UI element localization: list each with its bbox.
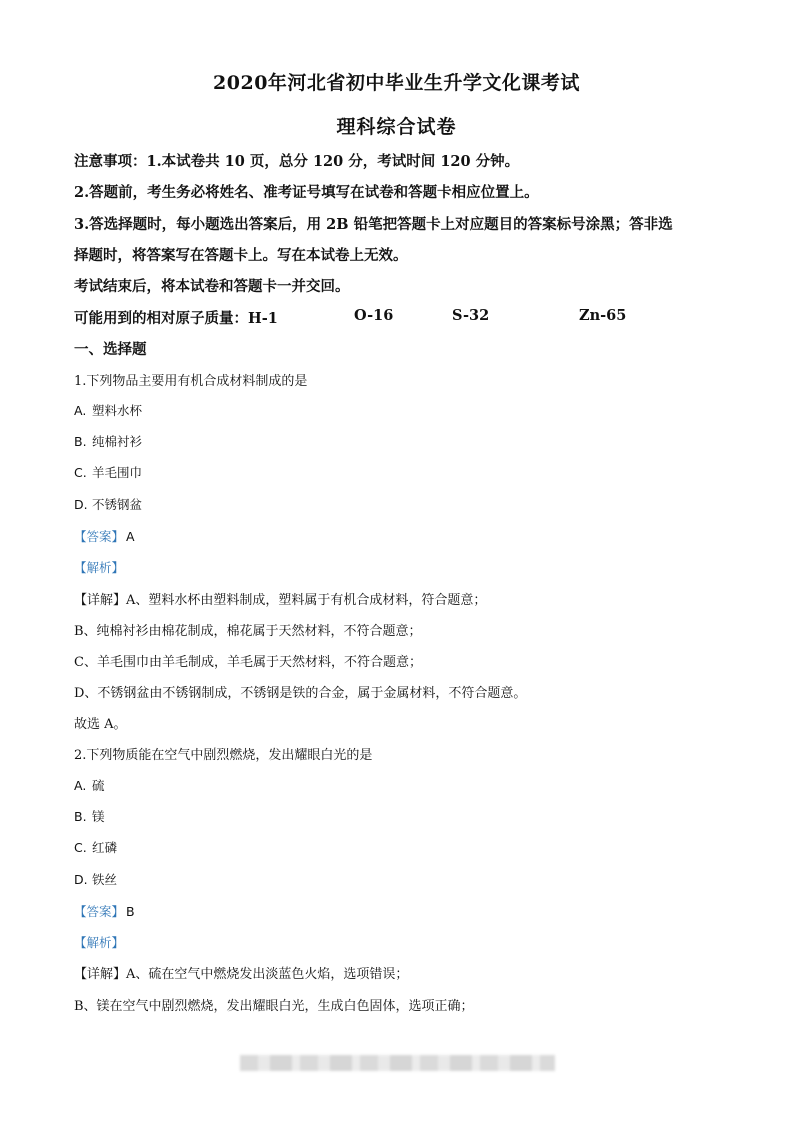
- conclusion-line: 故选 A。: [74, 717, 127, 732]
- note-line: 考试结束后，将本试卷和答题卡一并交回。: [74, 278, 350, 295]
- answer-tag: 【答案】: [74, 529, 125, 544]
- atomic-mass-s: S-32: [452, 307, 490, 324]
- option-d: [74, 870, 117, 888]
- option-letter: C.: [74, 840, 87, 855]
- analysis-tag: 【解析】: [74, 935, 125, 950]
- answer-row: [74, 901, 135, 920]
- section-heading: 一、选择题: [74, 341, 147, 358]
- note-line: 注意事项：1.本试卷共 10 页，总分 120 分，考试时间 120 分钟。: [74, 153, 520, 170]
- note-line: 择题时，将答案写在答题卡上。写在本试卷上无效。: [74, 247, 408, 264]
- detail-text: A、塑料水杯由塑料制成，塑料属于有机合成材料，符合题意；: [126, 593, 487, 608]
- answer-tag: 【答案】: [74, 904, 125, 919]
- analysis-tag: 【解析】: [74, 560, 125, 575]
- atomic-mass-zn: Zn-65: [579, 307, 627, 324]
- option-letter: A.: [74, 778, 87, 793]
- option-letter: C.: [74, 465, 87, 480]
- option-letter: A.: [74, 403, 87, 418]
- option-a: [74, 401, 142, 419]
- option-letter: D.: [74, 497, 88, 512]
- exam-title: 2020年河北省初中毕业生升学文化课考试: [213, 72, 580, 94]
- option-c: [74, 838, 117, 856]
- note-line: 3.答选择题时，每小题选出答案后，用 2B 铅笔把答题卡上对应题目的答案标号涂黑；答非选: [74, 216, 673, 233]
- option-b: [74, 807, 105, 825]
- option-c: [74, 463, 142, 481]
- detail-tag: 【详解】: [74, 593, 127, 608]
- detail-line: D、不锈钢盆由不锈钢制成，不锈钢是铁的合金，属于金属材料，不符合题意。: [74, 686, 527, 701]
- option-text: 塑料水杯: [92, 403, 143, 418]
- atomic-mass-o: O-16: [354, 307, 394, 324]
- analysis-row: [74, 557, 124, 576]
- blurred-watermark: [240, 1055, 555, 1071]
- detail-line: [74, 963, 408, 982]
- note-line: 2.答题前，考生务必将姓名、准考证号填写在试卷和答题卡相应位置上。: [74, 184, 539, 201]
- detail-line: C、羊毛围巾由羊毛制成，羊毛属于天然材料，不符合题意；: [74, 655, 422, 670]
- answer-value: B: [126, 904, 135, 919]
- option-text: 硫: [92, 778, 105, 793]
- detail-line: [74, 589, 486, 608]
- detail-tag: 【详解】: [74, 967, 127, 982]
- analysis-row: [74, 932, 124, 951]
- answer-value: A: [126, 529, 135, 544]
- answer-row: [74, 526, 135, 545]
- question-stem: 2.下列物质能在空气中剧烈燃烧，发出耀眼白光的是: [74, 748, 373, 763]
- option-text: 羊毛围巾: [92, 465, 143, 480]
- option-text: 铁丝: [92, 872, 118, 887]
- question-stem: 1.下列物品主要用有机合成材料制成的是: [74, 374, 308, 389]
- exam-subtitle: 理科综合试卷: [336, 116, 457, 138]
- option-letter: D.: [74, 872, 88, 887]
- detail-line: B、纯棉衬衫由棉花制成，棉花属于天然材料，不符合题意；: [74, 624, 422, 639]
- detail-line: B、镁在空气中剧烈燃烧，发出耀眼白光，生成白色固体，选项正确；: [74, 999, 474, 1014]
- detail-text: A、硫在空气中燃烧发出淡蓝色火焰，选项错误；: [126, 967, 409, 982]
- option-a: [74, 776, 105, 794]
- atomic-mass-row: [74, 307, 714, 328]
- option-text: 不锈钢盆: [92, 497, 143, 512]
- option-d: [74, 495, 142, 513]
- atomic-mass-label: 可能用到的相对原子质量：H-1: [74, 310, 278, 327]
- option-letter: B.: [74, 809, 87, 824]
- option-text: 纯棉衬衫: [92, 434, 143, 449]
- option-text: 红磷: [92, 840, 118, 855]
- option-b: [74, 432, 142, 450]
- option-letter: B.: [74, 434, 87, 449]
- option-text: 镁: [92, 809, 105, 824]
